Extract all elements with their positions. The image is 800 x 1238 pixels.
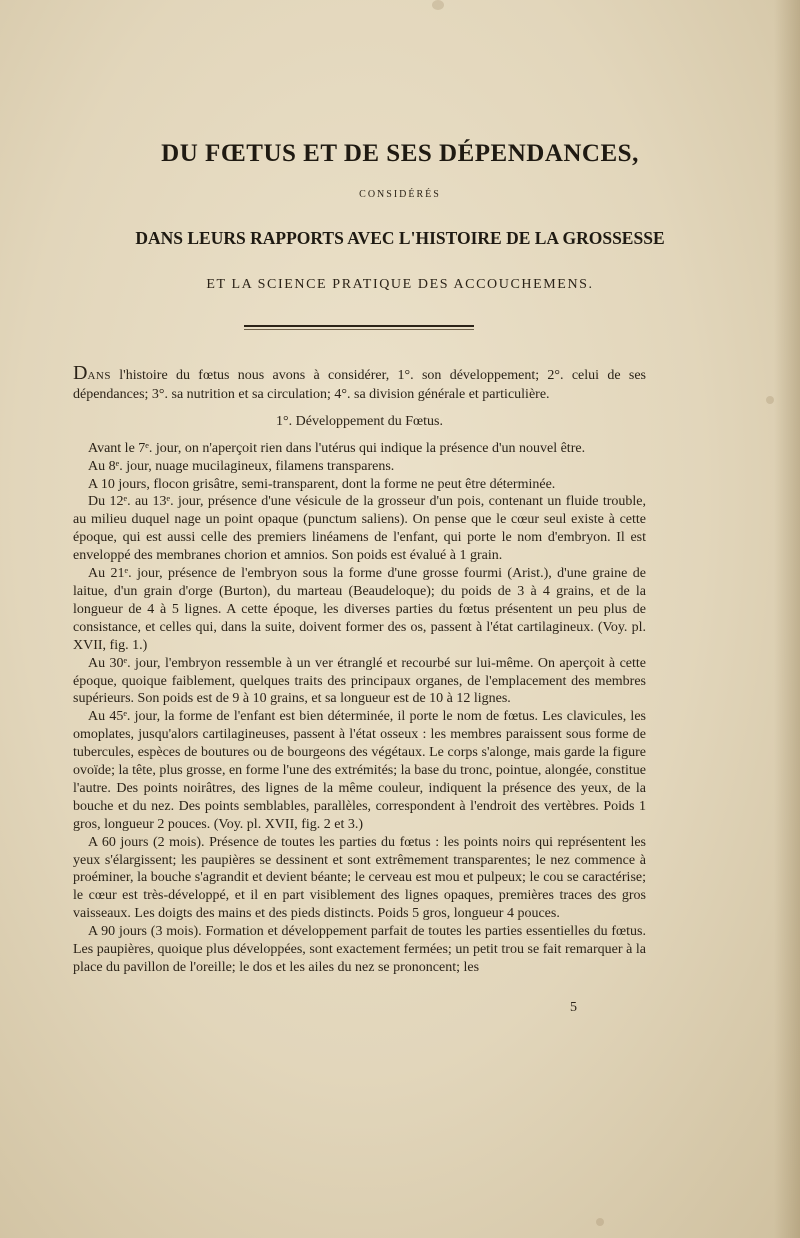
paragraph: Au 21ᵉ. jour, présence de l'embryon sous la forme d'une grosse fourmi (Arist.), d'une graine de laitue, d'un grain d'orge (Burton), du marteau (Beaudeloque); du poids de 3 à 4 grains, et de la longueur de 4 à 5 lignes. A cette époque, les diverses parties du fœtus présentent un peu plus de consistance, et celles qui, dans la suite, doivent former des os, passent à l'état cartilagineux. (Voy. pl. XVII, fig. 1.) <box>73 566 646 653</box>
paragraph: Au 45ᵉ. jour, la forme de l'enfant est bien déterminée, il porte le nom de fœtus. Les clavicules, les omoplates, jusqu'alors cartilagineuses, passent à l'état osseux : les membres paraissent sous forme de tubercules, espèces de boutures ou de bourgeons des végétaux. Le corps s'alonge, mais garde la figure ovoïde; la tête, plus grosse, en forme l'une des extrémités; la base du tronc, pointue, alongée, constitue l'autre. Des points noirâtres, des lignes de la même couleur, indiquent la présence des yeux, de la bouche et du nez. Des points semblables, parallèles, correspondent à l'endroit des vertèbres. Poids 1 gros, longueur 2 pouces. (Voy. pl. XVII, fig. 2 et 3.) <box>73 709 646 832</box>
paper-spot <box>766 396 774 404</box>
title-rule <box>244 325 474 327</box>
paragraph: A 10 jours, flocon grisâtre, semi-transparent, dont la forme ne peut être déterminée. <box>88 476 556 492</box>
intro-smallcaps: ANS <box>87 370 111 382</box>
subtitle-considered: CONSIDÉRÉS <box>359 189 441 200</box>
title-line-2: DANS LEURS RAPPORTS AVEC L'HISTOIRE DE LA GROSSESSE <box>135 228 665 248</box>
title-line-3: ET LA SCIENCE PRATIQUE DES ACCOUCHEMENS. <box>206 277 594 292</box>
paragraph: A 90 jours (3 mois). Formation et développement parfait de toutes les parties essentielles du fœtus. Les paupières, quoique plus développées, sont exactement fermées; un petit trou se fait remarquer à la place du pavillon de l'oreille; le dos et les ailes du nez se prononcent; les <box>73 924 646 975</box>
paragraph: A 60 jours (2 mois). Présence de toutes les parties du fœtus : les points noirs qui représentent les yeux s'élargissent; les paupières se dessinent et sont extrêmement transparentes; le nez commence à proéminer, la bouche s'agrandit et devient béante; le cerveau est mou et pulpeux; le cou se caractérise; le cœur est très-développé, et il en part visiblement des lignes opaques, premières traces des gros vaisseaux. Les doigts des mains et des pieds distincts. Poids 5 gros, longueur 4 pouces. <box>73 834 646 922</box>
paper-spot <box>596 1218 604 1226</box>
intro-text: l'histoire du fœtus nous avons à considérer, 1°. son développement; 2°. celui de ses dépendances; 3°. sa nutrition et sa circulation; 4°. sa division générale et particulière. <box>73 368 646 402</box>
page-edge-shadow <box>774 0 800 1238</box>
paragraph: Au 8ᵉ. jour, nuage mucilagineux, filamens transparens. <box>88 458 395 474</box>
paragraph: Avant le 7ᵉ. jour, on n'aperçoit rien dans l'utérus qui indique la présence d'un nouvel être. <box>88 440 586 456</box>
paragraph: Du 12ᵉ. au 13ᵉ. jour, présence d'une vésicule de la grosseur d'un pois, contenant un fluide trouble, au milieu duquel nage un point opaque (punctum saliens). On pense que le cœur seul existe à cette époque, qui est aussi celle des premiers linéamens de l'enfant, qui porte le nom d'embryon. Il est enveloppé des membranes chorion et amnios. Son poids est évalué à 1 grain. <box>73 494 646 564</box>
title-rule-thin <box>244 329 474 330</box>
intro-paragraph <box>73 362 646 404</box>
paragraph: Au 30ᵉ. jour, l'embryon ressemble à un ver étranglé et recourbé sur lui-même. On aperçoit à cette époque, quoique faiblement, quelques traits des principaux organes, de l'emplacement des membres supérieurs. Son poids est de 9 à 10 grains, et sa longueur est de 10 à 12 lignes. <box>73 655 646 707</box>
body-text <box>73 362 646 977</box>
signature-mark: 5 <box>570 1000 577 1015</box>
paper-spot <box>432 0 444 10</box>
section-heading: 1°. Développement du Fœtus. <box>276 413 443 429</box>
page-title: DU FŒTUS ET DE SES DÉPENDANCES, <box>161 140 639 167</box>
drop-cap: D <box>73 362 88 384</box>
